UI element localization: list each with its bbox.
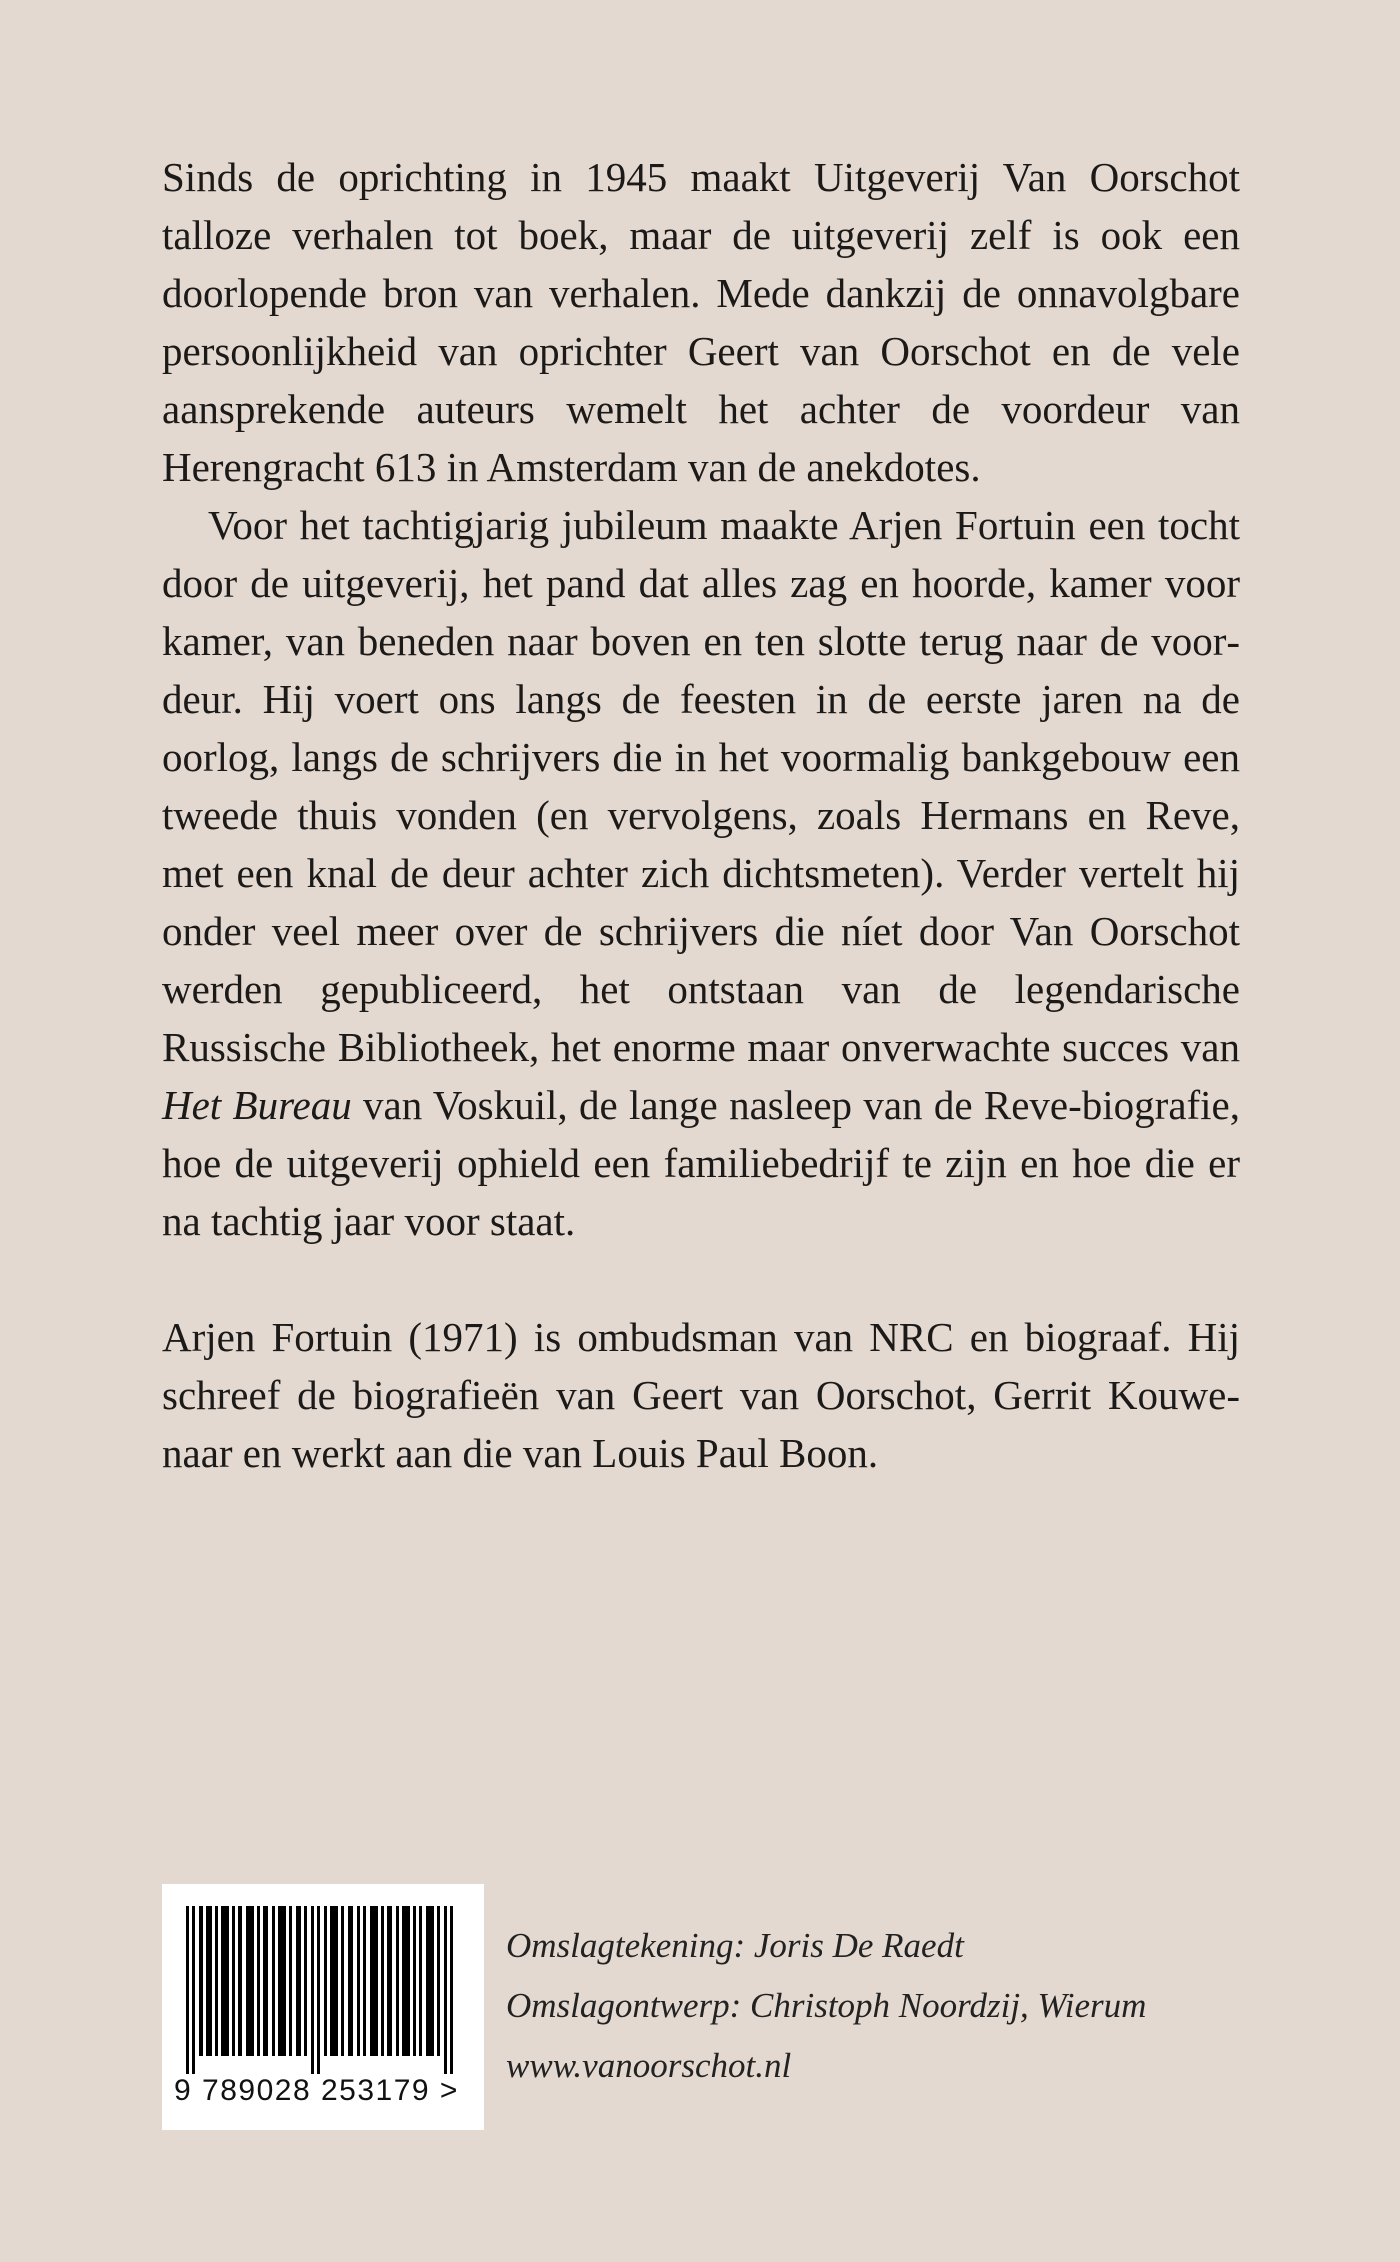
author-bio-text: Arjen Fortuin (1971) is ombudsman van NRC en biograaf. Hij schreef de biografieën van Geert van Oorschot, Gerrit Kouwenaar en werkt aan die van Louis Paul Boon.	[162, 1314, 1240, 1476]
publisher-website: www.vanoorschot.nl	[506, 2046, 792, 2085]
cover-credits	[506, 1916, 1146, 2096]
barcode-bars-icon	[186, 1906, 460, 2074]
blurb-paragraph-2	[162, 496, 1240, 1250]
blurb-paragraph-1: Sinds de oprichting in 1945 maakt Uitgeverij Van Oorschot talloze verhalen tot boek, maar de uitgeverij zelf is ook een doorlopende bron van verhalen. Mede dankzij de onnavolgbare persoonlijkheid van oprichter Geert van Oorschot en de vele aansprekende auteurs wemelt het achter de voordeur van Herengracht 613 in Amsterdam van de anekdotes.	[162, 154, 1240, 490]
isbn-barcode	[162, 1884, 484, 2130]
blurb-text	[162, 148, 1240, 1250]
book-title-het-bureau: Het Bureau	[162, 1082, 352, 1128]
author-bio	[162, 1308, 1240, 1482]
blurb-paragraph-2-part-1: Voor het tachtigjarig jubileum maakte Arjen Fortuin een tocht door de uitgeverij, het pand dat alles zag en hoorde, kamer voor kamer, van beneden naar boven en ten slotte terug naar de voordeur. Hij voert ons langs de feesten in de eerste jaren na de oorlog, langs de schrijvers die in het voormalig bankgebouw een tweede thuis vonden (en vervolgens, zoals Hermans en Reve, met een knal de deur achter zich dichtsmeten). Verder vertelt hij onder veel meer over de schrijvers die níet door Van Oorschot werden gepubliceerd, het ontstaan van de legendarische Russische Bibliotheek, het enorme maar onverwachte succes van	[162, 502, 1240, 1070]
isbn-digits: 9 789028 253179 >	[174, 2074, 459, 2107]
blurb-paragraph-2-part-2: van Voskuil, de lange nasleep van de Reve-biografie, hoe de uitgeverij ophield een familiebedrijf te zijn en hoe die er na tachtig jaar voor staat.	[162, 1082, 1241, 1244]
cover-illustration-credit: Omslagtekening: Joris De Raedt	[506, 1926, 964, 1965]
cover-design-credit: Omslagontwerp: Christoph Noordzij, Wierum	[506, 1986, 1147, 2025]
